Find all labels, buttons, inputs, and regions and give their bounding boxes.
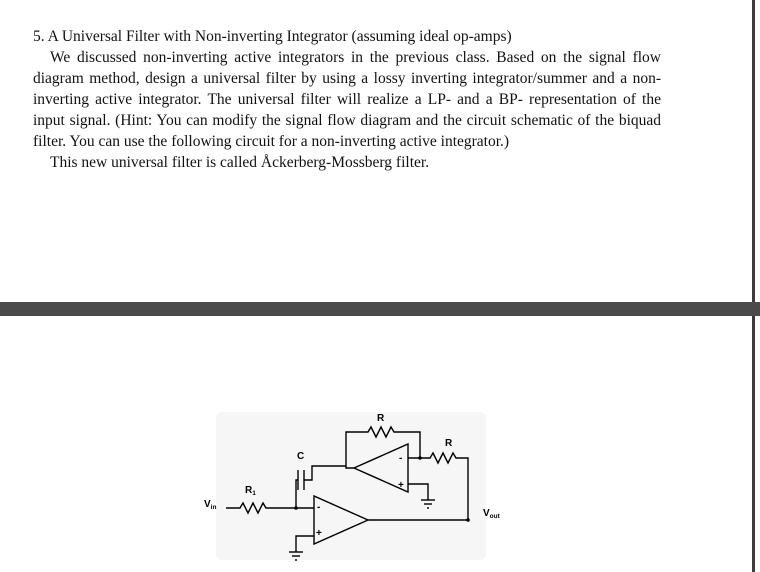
problem-paragraph: We discussed non-inverting active integrators in the previous class. Based on the signal flow diagram method, design a universal filter by using a lossy inverting integrator/summer and a non-inverting active integrator. The universal filter will realize a LP- and a BP- representation of the input signal. (Hint: You can modify the signal flow diagram and the circuit schematic of the biquad filter. You can use the following circuit for a non-inverting active integrator.): [33, 49, 661, 150]
node-dot-output: [466, 518, 470, 522]
c-label: C: [297, 451, 305, 462]
opamp-main-plus: +: [316, 528, 322, 539]
problem-text: [33, 26, 661, 173]
vout-label: $V_{out}$: [483, 508, 500, 520]
vin-label: $V_{in}$: [204, 499, 217, 511]
r-top-label: R: [377, 413, 385, 424]
opamp-main-minus: -: [317, 502, 321, 513]
r-right-label: R: [445, 438, 453, 449]
opamp-feedback-minus: -: [399, 453, 403, 464]
node-dot-input: [294, 506, 298, 510]
node-dot-feedback: [418, 456, 422, 460]
page-edge-top: [752, 0, 755, 302]
problem-closing: This new universal filter is called Åckerberg-Mossberg filter.: [50, 154, 430, 171]
problem-title: 5. A Universal Filter with Non-inverting Integrator (assuming ideal op-amps): [33, 28, 512, 45]
schematic-background: [216, 412, 486, 560]
opamp-feedback-plus: +: [398, 480, 404, 491]
non-inverting-integrator-schematic: [196, 404, 526, 564]
page-separator: [0, 302, 760, 316]
page-edge-bottom: [752, 316, 755, 572]
r1-label: $R_1$: [245, 485, 256, 497]
